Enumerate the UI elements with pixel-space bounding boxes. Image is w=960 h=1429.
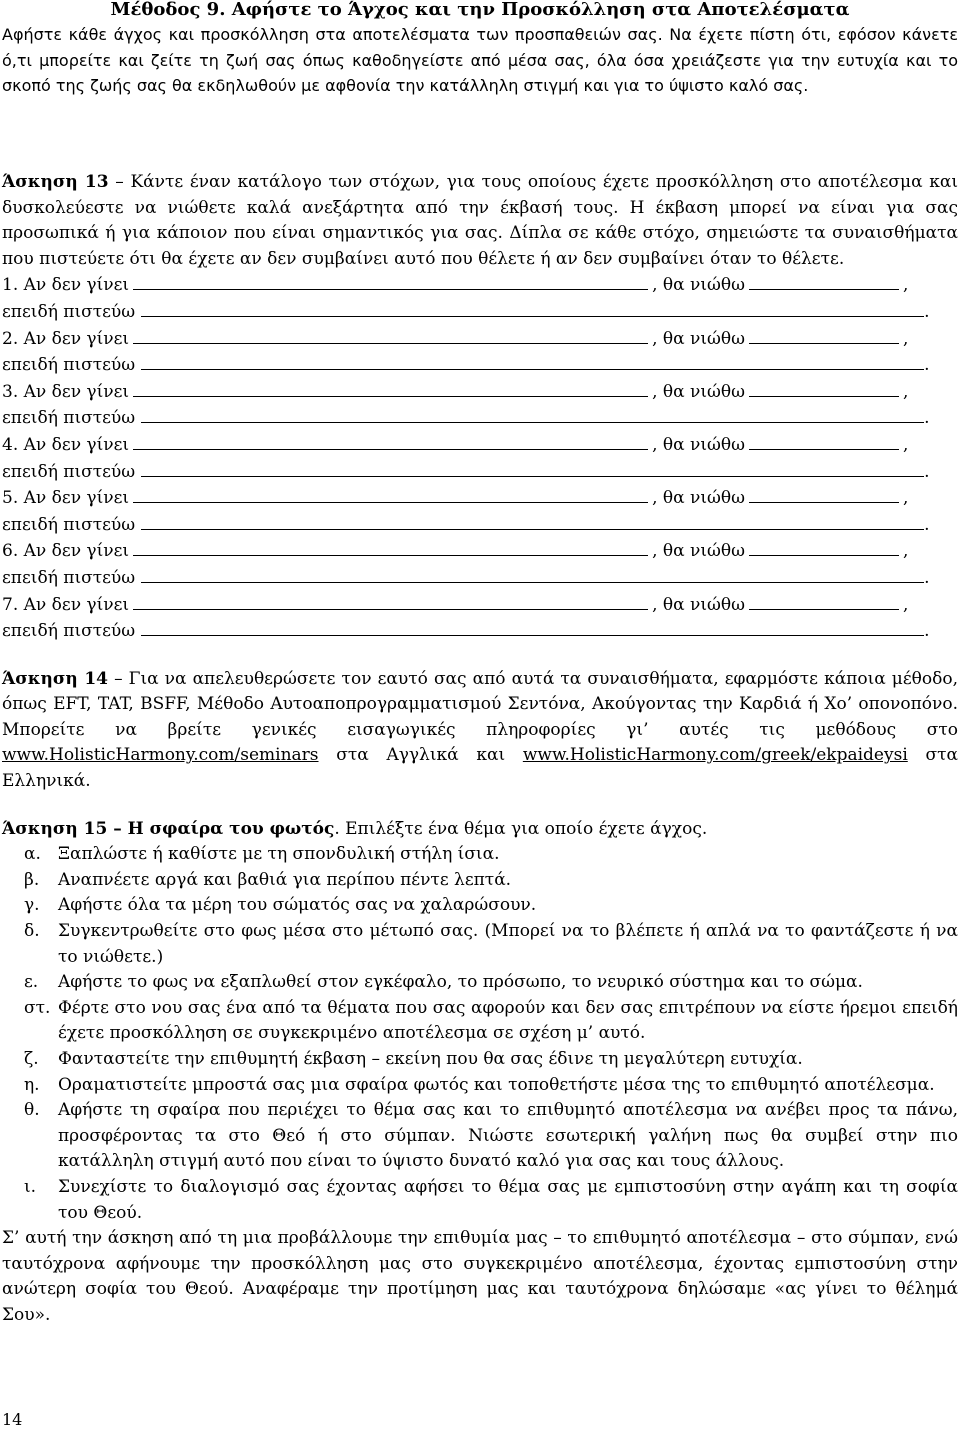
exercise-14-dash: – — [107, 668, 129, 689]
feeling-blank[interactable] — [749, 326, 899, 344]
belief-blank[interactable] — [141, 405, 924, 423]
row-comma: , — [902, 488, 909, 509]
row-prompt-because: επειδή πιστεύω — [2, 301, 136, 322]
belief-blank[interactable] — [141, 299, 924, 317]
step-text: Φέρτε στο νου σας ένα από τα θέματα που σας αφορούν και δεν σας επιτρέπουν να είστε ήρεμοι επειδή έχετε προσκόλληση σε συγκεκριμένο αποτέλεσμα σε σχέση μ’ αυτό. — [58, 997, 958, 1044]
step-text: Συγκεντρωθείτε στο φως μέσα στο μέτωπό σας. (Μπορεί να το βλέπετε ή απλά να το φαντάζεστε ή να το νιώθετε.) — [58, 921, 958, 967]
row-number: 2. — [2, 328, 19, 349]
seminars-link[interactable]: www.HolisticHarmony.com/seminars — [2, 745, 319, 766]
belief-blank[interactable] — [141, 565, 924, 583]
worksheet-row — [2, 379, 958, 406]
step-label: θ. — [24, 1100, 40, 1121]
exercise-14-text-2: στα Αγγλικά και — [318, 745, 523, 766]
step-text: Αναπνέετε αργά και βαθιά για περίπου πέντε λεπτά. — [58, 869, 512, 890]
row-prompt-because: επειδή πιστεύω — [2, 567, 136, 588]
row-period: . — [924, 514, 930, 535]
goal-blank[interactable] — [133, 379, 648, 397]
step-text: Οραματιστείτε μπροστά σας μια σφαίρα φωτός και τοποθετήστε μέσα της το επιθυμητό αποτέλεσμα. — [58, 1074, 935, 1095]
exercise-15-title: Άσκηση 15 — [2, 818, 108, 839]
step-item — [24, 996, 958, 1047]
row-prompt-feel: , θα νιώθω — [652, 594, 745, 615]
page-number: 14 — [2, 1410, 23, 1429]
row-period: . — [924, 621, 930, 642]
step-label: η. — [24, 1074, 40, 1095]
exercise-15-intro-text: . Επιλέξτε ένα θέμα για οποίο έχετε άγχος. — [334, 818, 708, 839]
row-period: . — [924, 567, 930, 588]
step-label: ζ. — [24, 1049, 39, 1069]
worksheet-row-continuation — [2, 565, 958, 592]
feeling-blank[interactable] — [749, 592, 899, 610]
step-label: β. — [24, 869, 40, 890]
step-text: Αφήστε τη σφαίρα που περιέχει το θέμα σας και το επιθυμητό αποτέλεσμα να ανέβει προς τα πάνω, προσφέροντας τα στο Θεό ή στο σύμπαν. Νιώστε εσωτερική γαλήνη πως θα συμβεί στην πιο κατάλληλη στιγμή αυτό που είναι το ύψιστο δυνατό καλό για σας και τους άλλους. — [58, 1100, 958, 1172]
feeling-blank[interactable] — [749, 379, 899, 397]
exercise-15-dash: – — [107, 818, 128, 839]
belief-blank[interactable] — [141, 459, 924, 477]
row-prompt-feel: , θα νιώθω — [652, 488, 745, 509]
step-item — [24, 1073, 958, 1099]
exercise-15-intro — [2, 817, 958, 843]
step-label: α. — [24, 844, 41, 865]
step-label: στ. — [24, 997, 51, 1018]
exercise-15-steps — [24, 842, 958, 1226]
row-prompt-because: επειδή πιστεύω — [2, 408, 136, 429]
goal-blank[interactable] — [133, 326, 648, 344]
exercise-13-dash: – — [108, 172, 131, 192]
row-prompt-if: Αν δεν γίνει — [23, 594, 130, 615]
belief-blank[interactable] — [141, 352, 924, 370]
exercise-14-text-1: Για να απελευθερώσετε τον εαυτό σας από αυτά τα συναισθήματα, εφαρμόστε κάποια μέθοδο, όπως EFT, TAT, BSFF, Μέθοδο Αυτοαποπρογραμματισμού Σεντόνα, Ακούγοντας την Καρδιά ή Χο’ οπονοπόνο. Μπορείτε να βρείτε γενικές εισαγωγικές πληροφορίες γι’ αυτές τις μεθόδους στο — [2, 668, 959, 740]
exercise-13-title: Άσκηση 13 — [2, 172, 109, 192]
greek-seminars-link[interactable]: www.HolisticHarmony.com/greek/ekpaideysi — [522, 745, 908, 766]
step-item — [24, 842, 958, 868]
row-prompt-if: Αν δεν γίνει — [23, 541, 130, 562]
step-item — [24, 919, 958, 970]
row-prompt-because: επειδή πιστεύω — [2, 621, 136, 642]
exercise-13-text: Κάντε έναν κατάλογο των στόχων, για τους οποίους έχετε προσκόλληση στο αποτέλεσμα και δυσκολεύεστε να νιώθετε καλά ανεξάρτητα από την έκβασή τους. Η έκβαση μπορεί να είναι για σας προσωπικά ή για κάποιον που είναι σημαντικός για σας. Δίπλα σε κάθε στόχο, σημειώστε τα συναισθήματα που πιστεύετε ότι θα έχετε αν δεν συμβαίνει αυτό που θέλετε ή αν δεν συμβαίνει όταν το θέλετε. — [2, 172, 959, 269]
step-text: Φανταστείτε την επιθυμητή έκβαση – εκείνη που θα σας έδινε τη μεγαλύτερη ευτυχία. — [58, 1049, 803, 1069]
step-text: Συνεχίστε το διαλογισμό σας έχοντας αφήσει το θέμα σας με εμπιστοσύνη στην αγάπη και τη σοφία του Θεού. — [58, 1176, 958, 1223]
worksheet-row — [2, 538, 958, 565]
row-prompt-feel: , θα νιώθω — [652, 328, 745, 349]
row-prompt-if: Αν δεν γίνει — [23, 328, 130, 349]
step-item — [24, 868, 958, 894]
step-item — [24, 893, 958, 919]
worksheet-row — [2, 592, 958, 619]
worksheet-row-continuation — [2, 459, 958, 486]
row-period: . — [924, 355, 930, 376]
goal-blank[interactable] — [133, 432, 648, 450]
goal-blank[interactable] — [133, 272, 648, 290]
feeling-blank[interactable] — [749, 485, 899, 503]
worksheet-row-continuation — [2, 352, 958, 379]
row-prompt-because: επειδή πιστεύω — [2, 355, 136, 376]
row-number: 4. — [2, 434, 19, 455]
row-comma: , — [902, 434, 909, 455]
row-prompt-if: Αν δεν γίνει — [23, 434, 130, 455]
row-prompt-feel: , θα νιώθω — [652, 275, 745, 296]
step-label: ε. — [24, 972, 39, 993]
belief-blank[interactable] — [141, 512, 924, 530]
row-comma: , — [902, 328, 909, 349]
step-text: Αφήστε το φως να εξαπλωθεί στον εγκέφαλο, το πρόσωπο, το νευρικό σύστημα και το σώμα. — [58, 972, 863, 993]
step-label: δ. — [24, 921, 40, 942]
worksheet-row — [2, 272, 958, 299]
goal-blank[interactable] — [133, 485, 648, 503]
row-number: 5. — [2, 488, 19, 509]
document-page — [2, 0, 958, 1329]
worksheet-row-continuation — [2, 405, 958, 432]
step-item — [24, 1047, 958, 1073]
worksheet-row-continuation — [2, 512, 958, 539]
worksheet-row-continuation — [2, 618, 958, 645]
row-prompt-if: Αν δεν γίνει — [23, 381, 130, 402]
exercise-15-subtitle: Η σφαίρα του φωτός — [127, 818, 335, 839]
row-prompt-feel: , θα νιώθω — [652, 381, 745, 402]
row-prompt-because: επειδή πιστεύω — [2, 514, 136, 535]
row-number: 7. — [2, 594, 19, 615]
exercise-14-title: Άσκηση 14 — [2, 668, 108, 689]
exercise-14-paragraph — [2, 667, 958, 795]
feeling-blank[interactable] — [749, 432, 899, 450]
page-title: Μέθοδος 9. Αφήστε το Άγχος και την Προσκόλληση στα Αποτελέσματα — [110, 0, 850, 20]
row-prompt-feel: , θα νιώθω — [652, 541, 745, 562]
row-comma: , — [902, 381, 909, 402]
row-comma: , — [902, 594, 909, 615]
row-number: 3. — [2, 381, 19, 402]
step-text: Ξαπλώστε ή καθίστε με τη σπονδυλική στήλη ίσια. — [58, 844, 500, 865]
step-label: γ. — [24, 895, 40, 916]
row-number: 6. — [2, 541, 19, 562]
step-item — [24, 1175, 958, 1226]
exercise-13-worksheet — [2, 272, 958, 644]
worksheet-row — [2, 485, 958, 512]
feeling-blank[interactable] — [749, 272, 899, 290]
goal-blank[interactable] — [133, 592, 648, 610]
row-comma: , — [902, 541, 909, 562]
goal-blank[interactable] — [133, 538, 648, 556]
row-period: . — [924, 301, 930, 322]
row-prompt-if: Αν δεν γίνει — [23, 275, 130, 296]
closing-paragraph: Σ’ αυτή την άσκηση από τη μια προβάλλουμε την επιθυμία μας – το επιθυμητό αποτέλεσμα – στο σύμπαν, ενώ ταυτόχρονα αφήνουμε την προσκόλληση μας στο συγκεκριμένο αποτέλεσμα, έχοντας εμπιστοσύνη στην ανώτερη σοφία του Θεού. Αναφέραμε την προτίμηση μας και ταυτόχρονα δηλώσαμε «ας γίνει το θέλημά Σου». — [2, 1228, 958, 1325]
row-number: 1. — [2, 275, 19, 296]
worksheet-row — [2, 432, 958, 459]
step-label: ι. — [24, 1176, 37, 1197]
exercise-14-text-3: στα Ελληνικά. — [2, 745, 958, 792]
step-text: Αφήστε όλα τα μέρη του σώματός σας να χαλαρώσουν. — [58, 895, 537, 916]
step-item — [24, 970, 958, 996]
feeling-blank[interactable] — [749, 538, 899, 556]
row-period: . — [924, 461, 930, 482]
belief-blank[interactable] — [141, 618, 924, 636]
step-item — [24, 1098, 958, 1175]
row-prompt-if: Αν δεν γίνει — [23, 488, 130, 509]
row-prompt-feel: , θα νιώθω — [652, 434, 745, 455]
worksheet-row — [2, 326, 958, 353]
row-comma: , — [902, 275, 909, 296]
intro-paragraph: Αφήστε κάθε άγχος και προσκόλληση στα αποτελέσματα των προσπαθειών σας. Να έχετε πίστη ότι, εφόσον κάνετε ό,τι μπορείτε και ζείτε τη ζωή σας όπως καθοδηγείστε από μέσα σας, όλα όσα χρειάζεστε για την ευτυχία και το σκοπό της ζωής σας θα εκδηλωθούν με αφθονία την κατάλληλη στιγμή και για το ύψιστο καλό σας. — [2, 25, 958, 96]
row-prompt-because: επειδή πιστεύω — [2, 461, 136, 482]
exercise-13-paragraph — [2, 170, 958, 272]
worksheet-row-continuation — [2, 299, 958, 326]
row-period: . — [924, 408, 930, 429]
